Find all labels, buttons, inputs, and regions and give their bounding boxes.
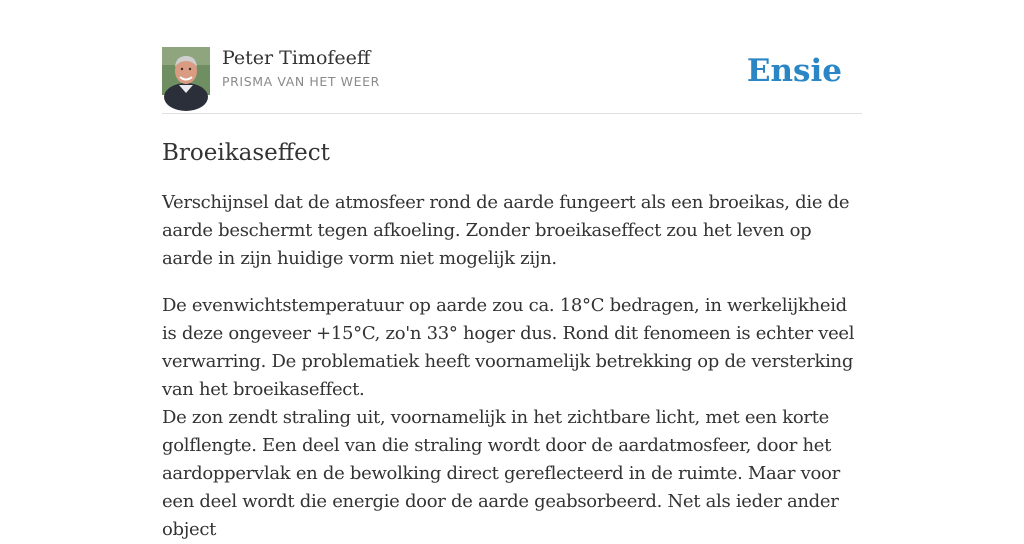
article-title: Broeikaseffect bbox=[162, 140, 330, 166]
brand-logo[interactable]: Ensie bbox=[746, 53, 842, 89]
avatar[interactable] bbox=[162, 47, 210, 95]
header bbox=[162, 46, 862, 96]
article-paragraph: De evenwichtstemperatuur op aarde zou ca. 18°C bedragen, in werkelijkheid is deze ongeveer +15°C, zo'n 33° hoger dus. Rond dit fenomeen is echter veel verwarring. De problematiek heeft voornamelijk betrekking op de versterking van het broeikaseffect. bbox=[162, 295, 855, 400]
article bbox=[162, 136, 864, 544]
author-subtitle[interactable]: PRISMA VAN HET WEER bbox=[222, 74, 380, 89]
header-divider bbox=[162, 113, 862, 114]
author-photo-icon bbox=[162, 47, 210, 95]
article-paragraph: Verschijnsel dat de atmosfeer rond de aarde fungeert als een broeikas, die de aarde beschermt tegen afkoeling. Zonder broeikaseffect zou het leven op aarde in zijn huidige vorm niet mogelijk zijn. bbox=[162, 192, 850, 269]
author-name[interactable]: Peter Timofeeff bbox=[222, 47, 371, 69]
article-paragraph: De zon zendt straling uit, voornamelijk in het zichtbare licht, met een korte golflengte. Een deel van die straling wordt door de aardatmosfeer, door het aardoppervlak en de bewolking direct gereflecteerd in de ruimte. Maar voor een deel wordt die energie door de aarde geabsorbeerd. Net als ieder ander object bbox=[162, 407, 840, 540]
